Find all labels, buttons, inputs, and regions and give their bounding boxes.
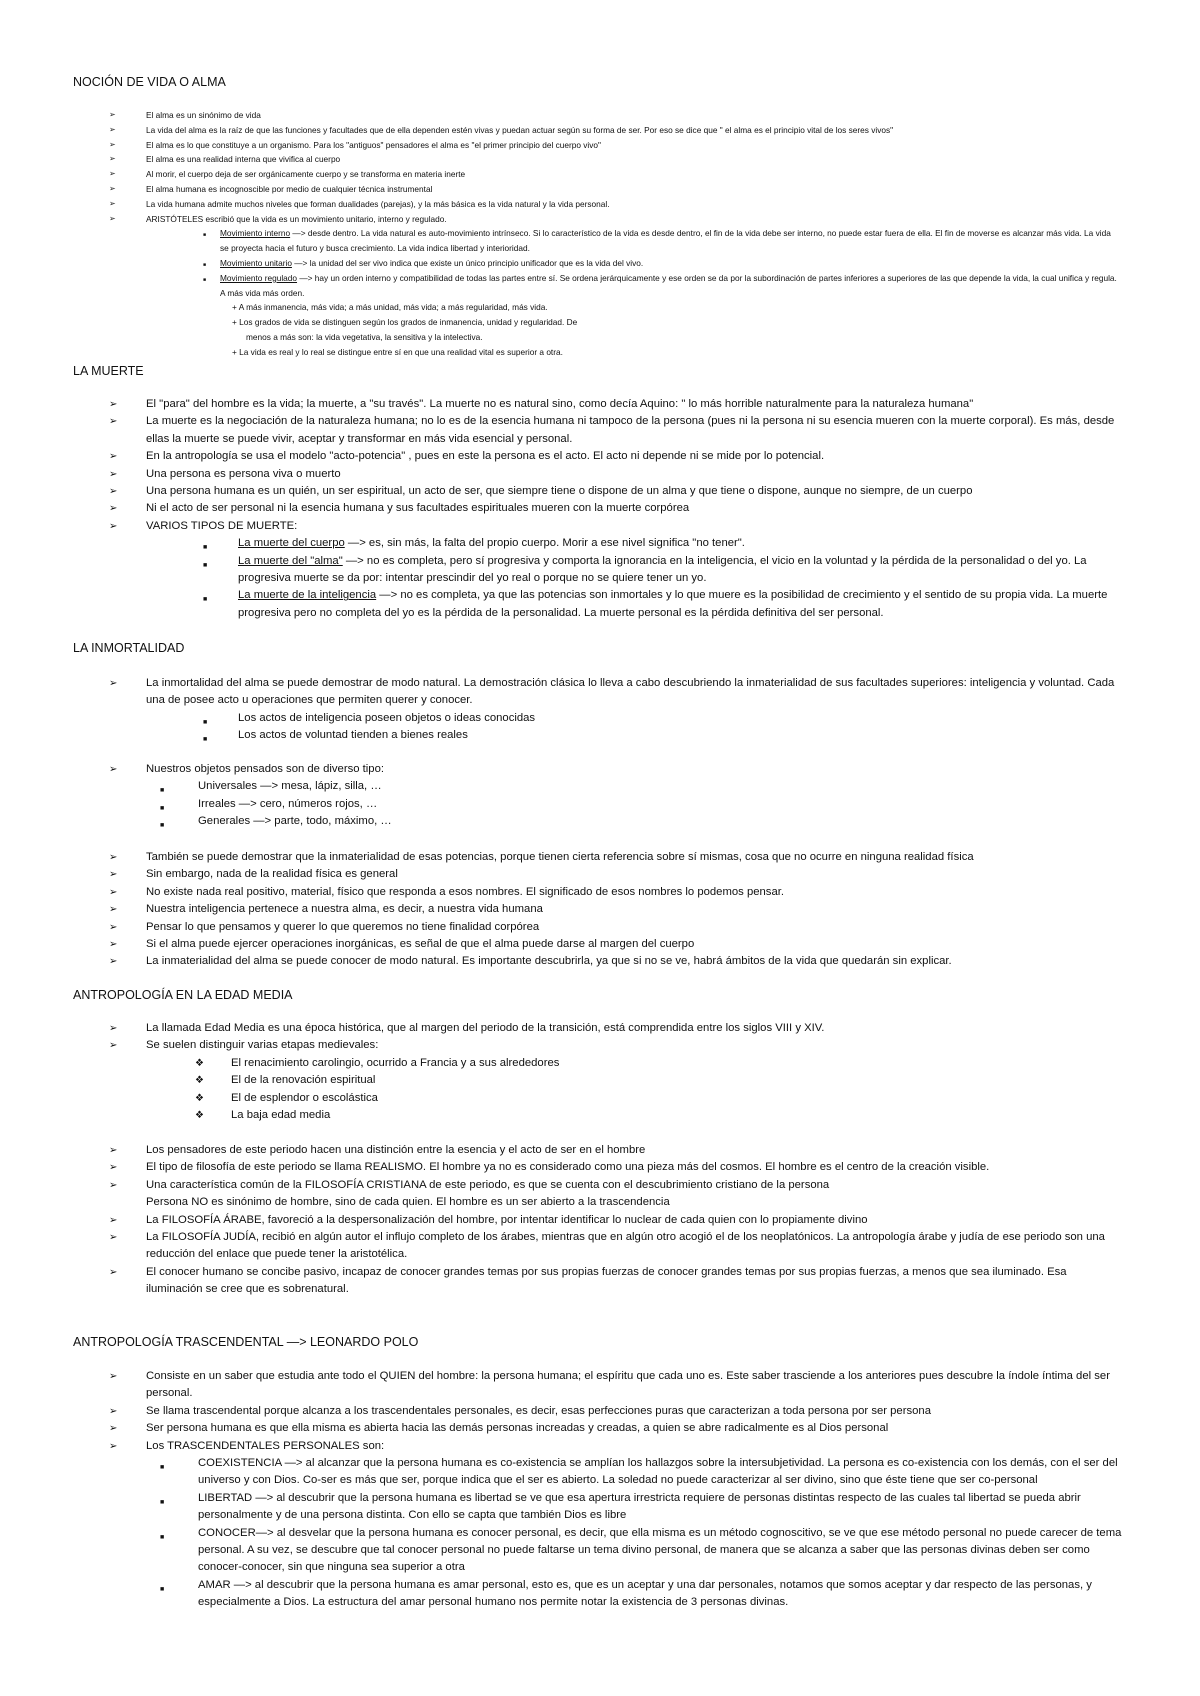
arrow-bullet-icon: ➢ <box>109 110 116 119</box>
list-item: ➢ Sin embargo, nada de la realidad física es general <box>0 866 1200 883</box>
list-item: ➢ Una persona es persona viva o muerto <box>0 466 1200 483</box>
list-edad-media-2 <box>0 1142 1200 1299</box>
arrow-bullet-icon: ➢ <box>109 1214 118 1226</box>
list-item: ➢ Nuestra inteligencia pertenece a nuestra alma, es decir, a nuestra vida humana <box>0 901 1200 918</box>
heading-antropologia-trascendental: ANTROPOLOGÍA TRASCENDENTAL —> LEONARDO POLO <box>73 1335 419 1349</box>
plus-line: + La vida es real y lo real se distingue entre sí en que una realidad vital es superior a otra. <box>232 346 563 357</box>
list-item: ➢ Se suelen distinguir varias etapas medievales: <box>0 1037 1200 1054</box>
list-item: ➢ La FILOSOFÍA JUDÍA, recibió en algún autor el influjo completo de los árabes, mientras que en algún otro acogió el de los neoplatónicos. La antropología árabe y judía de ese periodo son una reducción del enlace que puede tener la aristotélica. <box>109 1231 1105 1261</box>
list-item: ➢ Ni el acto de ser personal ni la esencia humana y sus facultades espirituales mueren con la muerte corpórea <box>0 500 1200 517</box>
list-item-coexistencia: ■ COEXISTENCIA —> al alcanzar que la persona humana es co-existencia se amplían los hallazgos sobre la intersubjetividad. La persona es co-existencia con los demás, con el ser del universo y con Dios. Co-ser es más que ser, porque indica que el ser es abierto. La soledad no puede caracterizar al ser divino, sino que éste tiene que ser co-personal <box>160 1457 1118 1487</box>
list-item-muerte-cuerpo: ■ La muerte del cuerpo —> es, sin más, la falta del propio cuerpo. Morir a ese nivel significa "no tener". <box>0 535 1200 552</box>
list-item: ➢ La inmaterialidad del alma se puede conocer de modo natural. Es importante descubrirla, ya que si no se ve, habrá ámbitos de la vida que quedarán sin explicar. <box>0 953 1200 970</box>
arrow-bullet-icon: ➢ <box>109 1266 118 1278</box>
plain-line: Persona NO es sinónimo de hombre, sino de cada quien. El hombre es un ser abierto a la trascendencia <box>146 1196 670 1209</box>
arrow-bullet-icon: ➢ <box>109 1371 118 1382</box>
list-item: ■ Los actos de voluntad tienden a bienes reales <box>0 727 1200 744</box>
list-item-libertad: ■ LIBERTAD —> al descubrir que la persona humana es libertad se ve que esa apertura irrestricta requiere de personas distintas respecto de las cuales tal libertad se pueda abrir personalmente y de una persona distinta. Con ello se capta que también Dios es libre <box>160 1491 1081 1522</box>
arrow-bullet-icon: ➢ <box>109 1232 118 1244</box>
heading-edad-media: ANTROPOLOGÍA EN LA EDAD MEDIA <box>73 988 293 1002</box>
list-item-movimiento-unitario: ■ Movimiento unitario —> la unidad del ser vivo indica que existe un único principio unificador que es la vida del vivo. <box>0 256 1200 271</box>
arrow-bullet-icon: ➢ <box>109 921 118 933</box>
diamond-bullet-icon: ❖ <box>195 1110 204 1122</box>
term: La muerte del "alma" <box>238 554 343 567</box>
arrow-bullet-icon: ➢ <box>109 1162 118 1174</box>
arrow-bullet-icon: ➢ <box>109 169 116 179</box>
heading-nocion-de-vida: NOCIÓN DE VIDA O ALMA <box>73 75 226 89</box>
arrow-bullet-icon: ➢ <box>109 886 118 898</box>
square-bullet-icon: ■ <box>203 232 207 239</box>
list-item: ➢ La inmortalidad del alma se puede demostrar de modo natural. La demostración clásica lo lleva a cabo descubriendo la inmaterialidad de sus facultades superiores: inteligencia y voluntad. Cada una de posee acto u operaciones que permiten querer y conocer. <box>109 677 1115 707</box>
arrow-bullet-icon: ➢ <box>109 1405 118 1417</box>
diamond-bullet-icon: ❖ <box>195 1092 204 1104</box>
list-item: ➢ El alma es lo que constituye a un organismo. Para los "antiguos" pensadores el alma es "el primer principio del cuerpo vivo" <box>0 138 1200 153</box>
list-item: ■ Los actos de inteligencia poseen objetos o ideas conocidas <box>0 710 1200 727</box>
list-item: ➢ La FILOSOFÍA ÁRABE, favoreció a la despersonalización del hombre, por intentar identificar lo nuclear de cada quien con lo propiamente divino <box>0 1212 1200 1229</box>
list-item: ■ Universales —> mesa, lápiz, silla, … <box>0 778 1200 795</box>
list-item: ➢ Ser persona humana es que ella misma es abierta hacia las demás personas increadas y creadas, a quien se abre radicalmente es al Dios personal <box>0 1420 1200 1437</box>
arrow-bullet-icon: ➢ <box>109 139 116 149</box>
list-item: ➢ Una persona humana es un quién, un ser espiritual, un acto de ser, que siempre tiene o dispone de un alma y que tiene o dispone, aunque no siempre, de un cuerpo <box>0 483 1200 500</box>
list-item: ➢ Una característica común de la FILOSOFÍA CRISTIANA de este periodo, es que se cuenta con el descubrimiento cristiano de la persona <box>0 1177 1200 1194</box>
arrow-bullet-icon: ➢ <box>109 1040 118 1052</box>
term: Movimiento interno <box>220 228 291 239</box>
list-item-muerte-alma: ■ La muerte del "alma" —> no es completa, pero sí progresiva y comporta la ignorancia en la inteligencia, el vicio en la voluntad y la pérdida de la personalidad o del yo. La progresiva muerte se da por: intentar prescindir del yo real o porque no se quiere tener un yo. <box>203 554 1087 585</box>
list-item: ➢ VARIOS TIPOS DE MUERTE: <box>0 518 1200 535</box>
list-item: ➢ La muerte es la negociación de la naturaleza humana; no lo es de la esencia humana ni tampoco de la persona (pues ni la persona ni su esencia mueren con la muerte corporal). Es más, desde ellas la muerte se puede vivir, aceptar y transformar en más vida esencial y personal. <box>109 415 1115 445</box>
square-bullet-icon: ■ <box>203 736 208 744</box>
plus-line: menos a más son: la vida vegetativa, la sensitiva y la intelectiva. <box>246 331 483 342</box>
list-item-conocer: ■ CONOCER—> al desvelar que la persona humana es conocer personal, es decir, que ella misma es un método cognoscitivo, se ve que ese método personal no puede carecer de tema personal. A su vez, se descubre que tal conocer personal no puede faltarse un tema divino personal, de manera que se alcanza a saber que las personas divinas deben ser como conocer-conocer, sin que ninguna sea superior a otra <box>160 1526 1122 1574</box>
arrow-bullet-icon: ➢ <box>109 213 116 223</box>
arrow-bullet-icon: ➢ <box>109 154 116 164</box>
square-bullet-icon: ■ <box>160 804 165 812</box>
list-item: ➢ Pensar lo que pensamos y querer lo que queremos no tiene finalidad corpórea <box>0 919 1200 936</box>
list-item: ➢ Los TRASCENDENTALES PERSONALES son: <box>0 1438 1200 1455</box>
arrow-bullet-icon: ➢ <box>109 1423 118 1435</box>
arrow-bullet-icon: ➢ <box>109 1023 118 1034</box>
list-item: ➢ Nuestros objetos pensados son de diverso tipo: <box>0 761 1200 778</box>
list-item: ➢ El alma es un sinónimo de vida <box>0 108 1200 123</box>
list-edad-media-1 <box>0 1020 1200 1124</box>
arrow-bullet-icon: ➢ <box>109 1179 118 1191</box>
arrow-bullet-icon: ➢ <box>109 1145 118 1156</box>
list-inmortalidad-1 <box>0 675 1200 745</box>
square-bullet-icon: ■ <box>160 787 165 795</box>
plus-line: + Los grados de vida se distinguen según los grados de inmanencia, unidad y regularidad. De <box>232 317 578 328</box>
square-bullet-icon: ■ <box>203 718 208 726</box>
list-muerte <box>0 396 1200 622</box>
diamond-bullet-icon: ❖ <box>195 1057 204 1069</box>
square-bullet-icon: ■ <box>203 561 208 569</box>
list-item: ➢ La vida humana admite muchos niveles que forman dualidades (parejas), y la más básica es la vida natural y la vida personal. <box>0 197 1200 212</box>
square-bullet-icon: ■ <box>160 1498 165 1506</box>
list-inmortalidad-3 <box>0 849 1200 971</box>
arrow-bullet-icon: ➢ <box>109 852 118 863</box>
list-item: ➢ Consiste en un saber que estudia ante todo el QUIEN del hombre: la persona humana; el espíritu que cada uno es. Este saber trasciende a los anteriores pues descubre la índole íntima del ser personal. <box>109 1370 1110 1400</box>
list-vida <box>0 108 1200 360</box>
list-item: ❖ El de la renovación espiritual <box>0 1072 1200 1089</box>
list-item-muerte-inteligencia: ■ La muerte de la inteligencia —> no es completa, ya que las potencias son inmortales y lo que muere es la posibilidad de crecimiento y el sentido de su propia vida. La muerte progresiva pero no completa del yo es la pérdida de la personalidad. La muerte personal es la pérdida definitiva del ser personal. <box>203 589 1108 619</box>
plus-line: + A más inmanencia, más vida; a más unidad, más vida; a más regularidad, más vida. <box>232 302 548 313</box>
list-item: ➢ También se puede demostrar que la inmaterialidad de esas potencias, porque tienen cierta referencia sobre sí mismas, cosa que no ocurre en ninguna realidad física <box>0 849 1200 866</box>
arrow-bullet-icon: ➢ <box>109 486 118 498</box>
arrow-bullet-icon: ➢ <box>109 416 118 428</box>
square-bullet-icon: ■ <box>160 1533 165 1541</box>
list-item: ■ Generales —> parte, todo, máximo, … <box>0 813 1200 830</box>
list-item: ➢ El alma humana es incognoscible por medio de cualquier técnica instrumental <box>0 182 1200 197</box>
list-item-movimiento-interno: ■ Movimiento interno —> desde dentro. La vida natural es auto-movimiento intrínseco. Si lo característico de la vida es desde dentro, el fin de la vida debe ser interno, no puede estar fuera de ella. El fin de moverse es alcanzar más vida. La vida se proyecta hacia el futuro y busca crecimiento. La vida indica libertad y interioridad. <box>203 228 1111 254</box>
arrow-bullet-icon: ➢ <box>109 198 116 208</box>
square-bullet-icon: ■ <box>203 596 208 604</box>
term: Movimiento unitario <box>220 257 292 268</box>
square-bullet-icon: ■ <box>160 1585 165 1593</box>
list-item: ❖ La baja edad media <box>0 1107 1200 1124</box>
square-bullet-icon: ■ <box>160 1464 165 1472</box>
arrow-bullet-icon: ➢ <box>109 183 116 193</box>
list-item: ➢ Se llama trascendental porque alcanza a los trascendentales personales, es decir, esas perfecciones puras que caracterizan a toda persona por ser persona <box>0 1403 1200 1420</box>
list-item: ❖ El de esplendor o escolástica <box>0 1090 1200 1107</box>
arrow-bullet-icon: ➢ <box>109 503 118 515</box>
list-inmortalidad-2 <box>0 761 1200 831</box>
arrow-bullet-icon: ➢ <box>109 764 118 775</box>
term: Movimiento regulado <box>220 272 298 283</box>
square-bullet-icon: ■ <box>203 261 207 268</box>
arrow-bullet-icon: ➢ <box>109 1440 118 1452</box>
list-item-movimiento-regulado: ■ Movimiento regulado —> hay un orden interno y compatibilidad de todas las partes entre sí. Se ordena jerárquicamente y ese orden se da por la subordinación de partes inferiores a superiores de las que depende la vida, la cual unifica y regula. A más vida más orden. <box>203 272 1117 298</box>
arrow-bullet-icon: ➢ <box>109 939 118 951</box>
list-item: ➢ La vida del alma es la raíz de que las funciones y facultades que de ella dependen estén vivas y puedan actuar según su forma de ser. Por eso se dice que " el alma es el principio vital de los seres vivos" <box>0 123 1200 138</box>
square-bullet-icon: ■ <box>203 544 208 552</box>
list-item: ➢ La llamada Edad Media es una época histórica, que al margen del periodo de la transición, está comprendida entre los siglos VIII y XIV. <box>0 1020 1200 1037</box>
list-item: ➢ Los pensadores de este periodo hacen una distinción entre la esencia y el acto de ser en el hombre <box>0 1142 1200 1159</box>
list-item: ➢ Al morir, el cuerpo deja de ser orgánicamente cuerpo y se transforma en materia inerte <box>0 167 1200 182</box>
arrow-bullet-icon: ➢ <box>109 520 118 532</box>
list-item-amar: ■ AMAR —> al descubrir que la persona humana es amar personal, esto es, que es un aceptar y una dar personales, notamos que somos aceptar y dar respecto de las personas, y especialmente a Dios. La estructura del amar personal humano nos permite notar la existencia de 3 personas divinas. <box>160 1578 1092 1609</box>
arrow-bullet-icon: ➢ <box>109 956 118 968</box>
arrow-bullet-icon: ➢ <box>109 468 118 480</box>
arrow-bullet-icon: ➢ <box>109 678 118 689</box>
list-item: ➢ El conocer humano se concibe pasivo, incapaz de conocer grandes temas por sus propias fuerzas de conocer grandes temas por sus propias fuerzas, a menos que sea iluminado. Esa iluminación se cree que es sobrenatural. <box>109 1265 1067 1296</box>
diamond-bullet-icon: ❖ <box>195 1075 204 1087</box>
list-item: ❖ El renacimiento carolingio, ocurrido a Francia y a sus alrededores <box>0 1055 1200 1072</box>
term: La muerte de la inteligencia <box>238 589 377 602</box>
arrow-bullet-icon: ➢ <box>109 869 118 881</box>
list-item: ➢ El tipo de filosofía de este periodo se llama REALISMO. El hombre ya no es considerado como una pieza más del cosmos. El hombre es el centro de la creación visible. <box>0 1159 1200 1176</box>
list-item: ➢ ARISTÓTELES escribió que la vida es un movimiento unitario, interno y regulado. <box>0 212 1200 227</box>
arrow-bullet-icon: ➢ <box>109 904 118 916</box>
list-item: ➢ El "para" del hombre es la vida; la muerte, a "su través". La muerte no es natural sino, como decía Aquino: " lo más horrible naturalmente para la naturaleza humana" <box>0 396 1200 413</box>
square-bullet-icon: ■ <box>203 276 207 283</box>
heading-la-muerte: LA MUERTE <box>73 364 144 378</box>
list-item: ➢ No existe nada real positivo, material, físico que responda a esos nombres. El significado de esos nombres lo podemos pensar. <box>0 884 1200 901</box>
list-item: ➢ Si el alma puede ejercer operaciones inorgánicas, es señal de que el alma puede darse al margen del cuerpo <box>0 936 1200 953</box>
square-bullet-icon: ■ <box>160 822 165 830</box>
term: La muerte del cuerpo <box>238 537 345 550</box>
list-item: ➢ El alma es una realidad interna que vivifica al cuerpo <box>0 152 1200 167</box>
arrow-bullet-icon: ➢ <box>109 124 116 134</box>
list-item: ■ Irreales —> cero, números rojos, … <box>0 796 1200 813</box>
arrow-bullet-icon: ➢ <box>109 451 118 463</box>
list-trascendental <box>0 1368 1200 1612</box>
arrow-bullet-icon: ➢ <box>109 399 118 410</box>
list-item: ➢ En la antropología se usa el modelo "acto-potencia" , pues en este la persona es el acto. El acto ni depende ni se mide por lo potencial. <box>0 448 1200 465</box>
heading-la-inmortalidad: LA INMORTALIDAD <box>73 641 185 655</box>
